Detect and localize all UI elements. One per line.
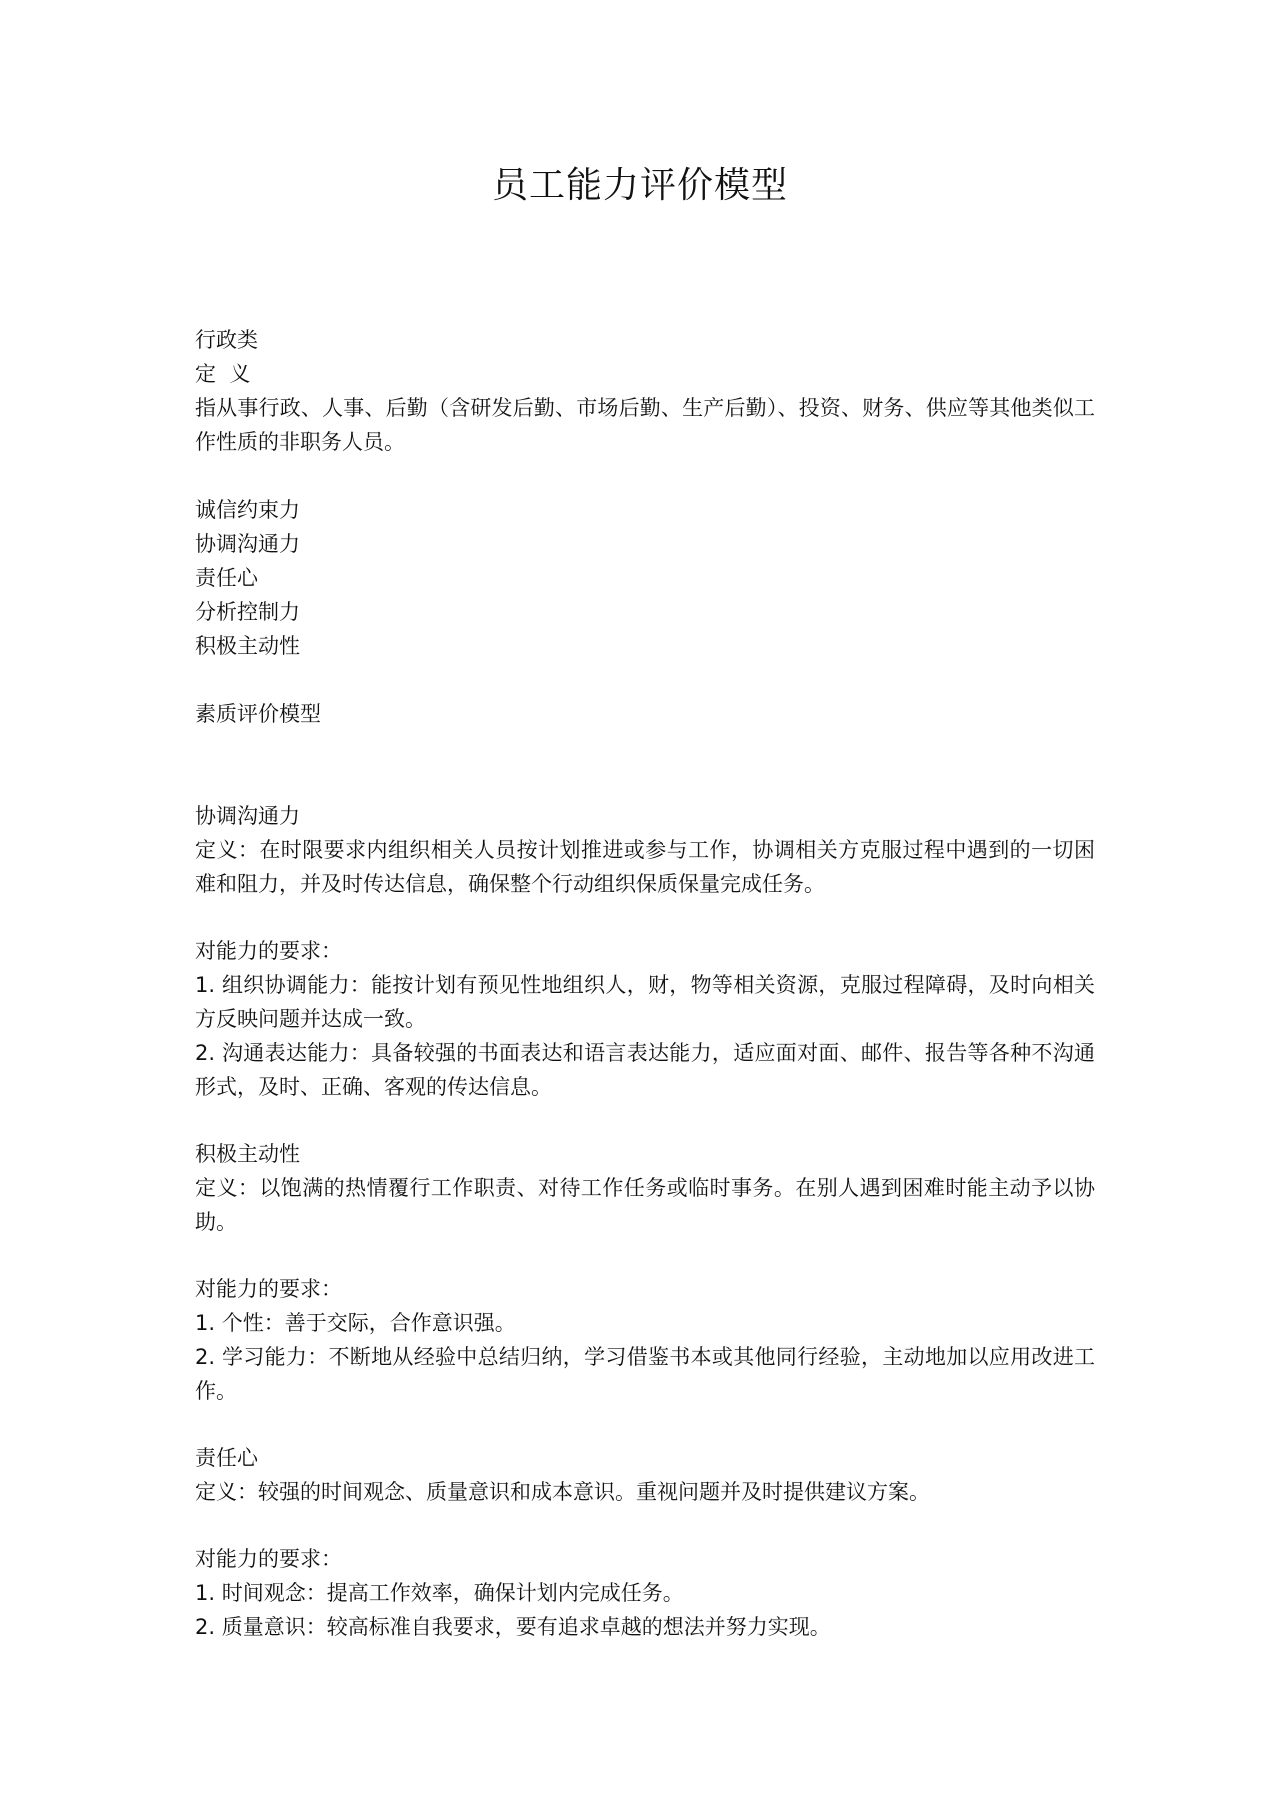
section-definition: 定义：较强的时间观念、质量意识和成本意识。重视问题并及时提供建议方案。 — [195, 1480, 930, 1504]
competency-item: 诚信约束力 — [195, 498, 300, 522]
model-heading: 素质评价模型 — [195, 702, 321, 726]
section-title: 协调沟通力 — [195, 804, 300, 828]
competency-section — [195, 1137, 1095, 1408]
competency-item: 责任心 — [195, 566, 258, 590]
category-heading: 行政类 — [195, 328, 258, 352]
requirement-item: 2. 质量意识：较高标准自我要求，要有追求卓越的想法并努力实现。 — [195, 1615, 831, 1639]
definition-label: 定 义 — [195, 362, 251, 386]
document-body — [195, 323, 1095, 1644]
requirement-item: 2. 沟通表达能力：具备较强的书面表达和语言表达能力，适应面对面、邮件、报告等各种不沟通形式，及时、正确、客观的传达信息。 — [195, 1041, 1095, 1099]
requirements-label: 对能力的要求： — [195, 1277, 342, 1301]
competency-section — [195, 1441, 1095, 1644]
competency-section — [195, 799, 1095, 1104]
requirement-item: 1. 个性：善于交际，合作意识强。 — [195, 1311, 516, 1335]
requirement-item: 2. 学习能力：不断地从经验中总结归纳，学习借鉴书本或其他同行经验，主动地加以应用改进工作。 — [195, 1345, 1095, 1403]
requirement-item: 1. 组织协调能力：能按计划有预见性地组织人，财，物等相关资源，克服过程障碍，及时向相关方反映问题并达成一致。 — [195, 973, 1095, 1031]
section-definition: 定义：以饱满的热情覆行工作职责、对待工作任务或临时事务。在别人遇到困难时能主动予以协助。 — [195, 1176, 1095, 1234]
requirement-item: 1. 时间观念：提高工作效率，确保计划内完成任务。 — [195, 1581, 684, 1605]
competency-item: 协调沟通力 — [195, 532, 300, 556]
competency-item: 分析控制力 — [195, 600, 300, 624]
section-title: 积极主动性 — [195, 1142, 300, 1166]
section-definition: 定义：在时限要求内组织相关人员按计划推进或参与工作，协调相关方克服过程中遇到的一切困难和阻力，并及时传达信息，确保整个行动组织保质保量完成任务。 — [195, 838, 1095, 896]
section-title: 责任心 — [195, 1446, 258, 1470]
document-title: 员工能力评价模型 — [491, 165, 788, 206]
definition-text: 指从事行政、人事、后勤（含研发后勤、市场后勤、生产后勤）、投资、财务、供应等其他类似工作性质的非职务人员。 — [195, 396, 1095, 454]
requirements-label: 对能力的要求： — [195, 939, 342, 963]
requirements-label: 对能力的要求： — [195, 1547, 342, 1571]
competency-item: 积极主动性 — [195, 634, 300, 658]
